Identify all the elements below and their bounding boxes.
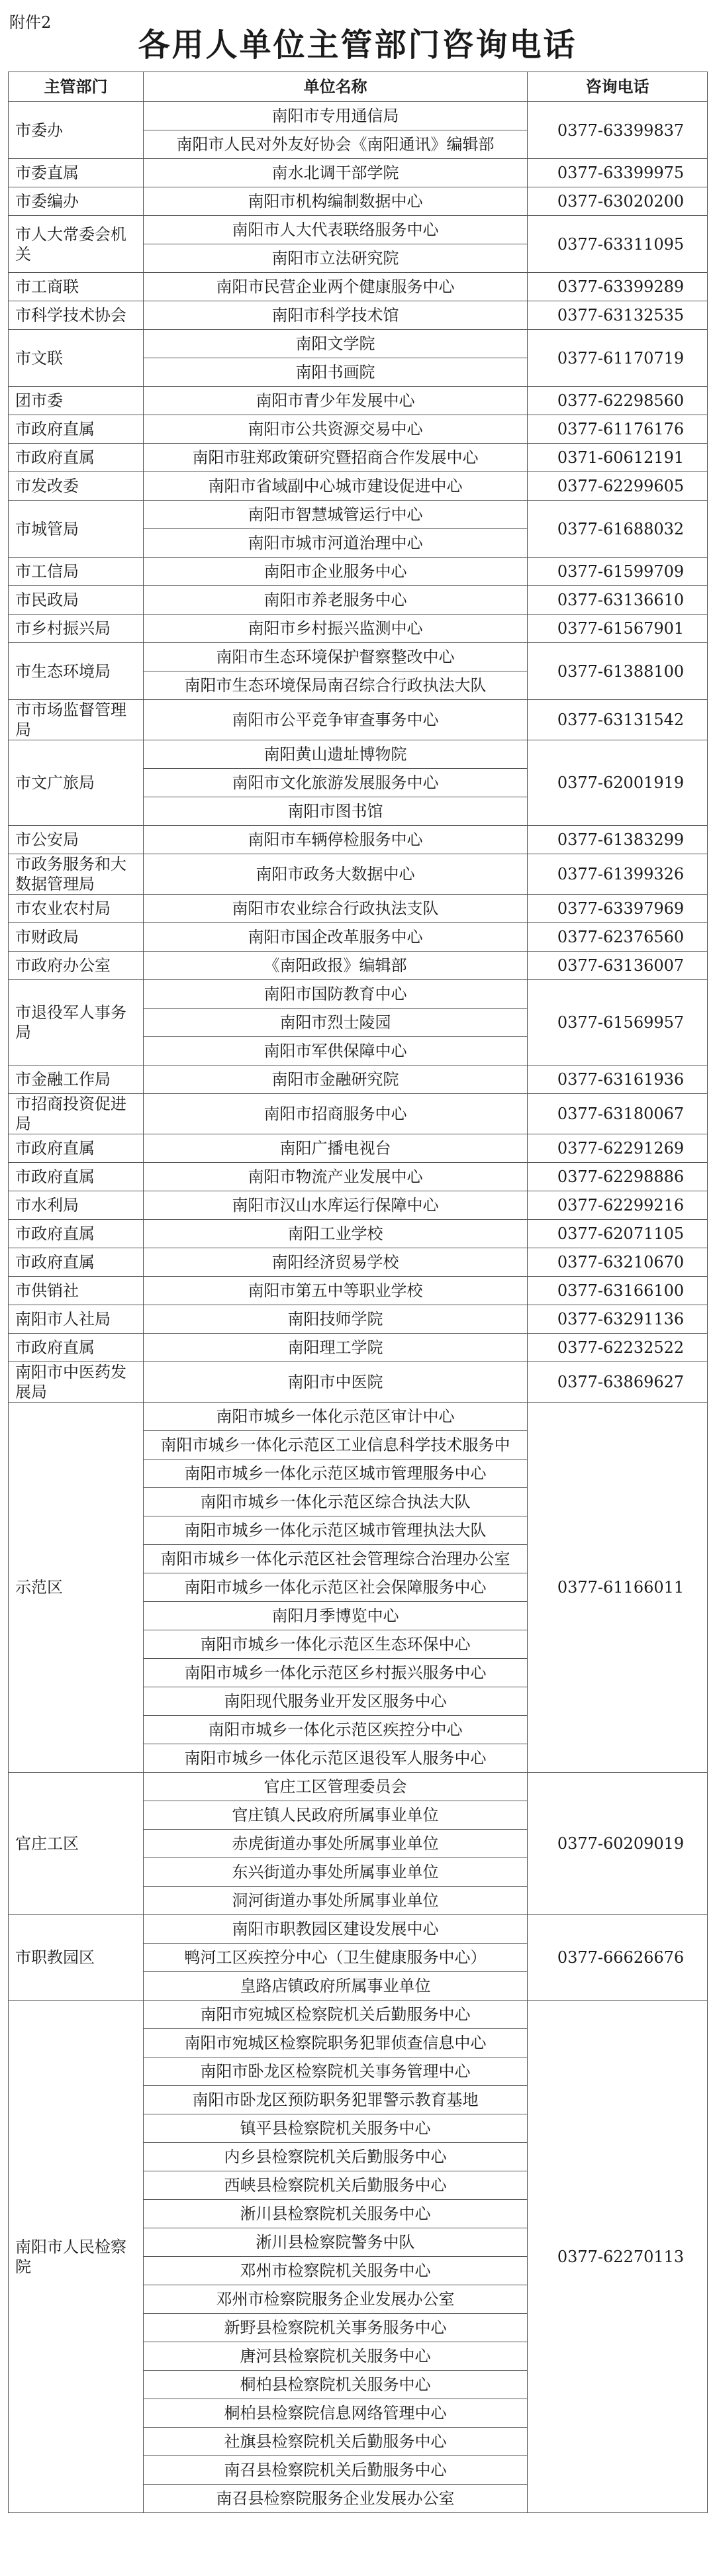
table-row [9,1191,708,1220]
dept-cell: 市乡村振兴局 [9,615,144,643]
unit-cell: 《南阳政报》编辑部 [144,952,528,980]
unit-cell: 南阳市养老服务中心 [144,586,528,615]
table-row [9,415,708,444]
unit-cell: 唐河县检察院机关服务中心 [144,2342,528,2371]
phone-cell: 0377-62298560 [528,387,708,415]
phone-cell: 0377-63399289 [528,273,708,301]
dept-cell: 南阳市中医药发展局 [9,1362,144,1403]
dept-cell: 市政府办公室 [9,952,144,980]
phone-cell: 0377-63132535 [528,301,708,330]
phone-cell: 0377-61567901 [528,615,708,643]
dept-cell: 官庄工区 [9,1773,144,1915]
unit-cell: 南阳市城乡一体化示范区乡村振兴服务中心 [144,1659,528,1687]
table-row [9,1334,708,1362]
table-row [9,923,708,952]
unit-cell: 南阳市卧龙区预防职务犯罪警示教育基地 [144,2086,528,2114]
unit-cell: 南阳市城乡一体化示范区工业信息科学技术服务中 [144,1431,528,1460]
unit-cell: 南阳市文化旅游发展服务中心 [144,769,528,797]
phone-cell: 0377-61388100 [528,643,708,700]
phone-cell: 0377-62298886 [528,1163,708,1191]
unit-cell: 南阳现代服务业开发区服务中心 [144,1687,528,1716]
unit-cell: 南阳广播电视台 [144,1134,528,1163]
header-unit: 单位名称 [144,72,528,102]
table-row [9,501,708,529]
contact-table [8,72,708,2513]
unit-cell: 南水北调干部学院 [144,159,528,187]
dept-cell: 市职教园区 [9,1915,144,2001]
unit-cell: 南阳市金融研究院 [144,1065,528,1094]
phone-cell: 0377-61569957 [528,980,708,1065]
table-row [9,187,708,216]
unit-cell: 南阳市生态环境保局南召综合行政执法大队 [144,671,528,700]
unit-cell: 南阳市机构编制数据中心 [144,187,528,216]
phone-cell: 0377-62291269 [528,1134,708,1163]
table-row [9,216,708,244]
unit-cell: 南阳经济贸易学校 [144,1248,528,1277]
dept-cell: 市政府直属 [9,415,144,444]
unit-cell: 洞河街道办事处所属事业单位 [144,1887,528,1915]
table-row [9,895,708,923]
unit-cell: 东兴街道办事处所属事业单位 [144,1858,528,1887]
phone-cell: 0377-62376560 [528,923,708,952]
table-row [9,1362,708,1403]
dept-cell: 市财政局 [9,923,144,952]
unit-cell: 南阳市卧龙区检察院机关事务管理中心 [144,2057,528,2086]
dept-cell: 市市场监督管理局 [9,700,144,740]
unit-cell: 南阳黄山遗址博物院 [144,740,528,769]
phone-cell: 0377-62232522 [528,1334,708,1362]
dept-cell: 市公安局 [9,826,144,854]
unit-cell: 南阳市宛城区检察院机关后勤服务中心 [144,2001,528,2029]
unit-cell: 南阳市城乡一体化示范区审计中心 [144,1403,528,1431]
unit-cell: 南阳文学院 [144,330,528,358]
phone-cell: 0377-62299605 [528,472,708,501]
dept-cell: 市发改委 [9,472,144,501]
unit-cell: 南阳市企业服务中心 [144,558,528,586]
phone-cell: 0377-62001919 [528,740,708,826]
unit-cell: 内乡县检察院机关后勤服务中心 [144,2143,528,2171]
phone-cell: 0371-60612191 [528,444,708,472]
unit-cell: 南阳市图书馆 [144,797,528,826]
table-row [9,854,708,895]
unit-cell: 南阳市立法研究院 [144,244,528,273]
dept-cell: 南阳市人民检察院 [9,2001,144,2513]
phone-cell: 0377-63020200 [528,187,708,216]
unit-cell: 南阳市城乡一体化示范区社会保障服务中心 [144,1573,528,1602]
dept-cell: 市政府直属 [9,1334,144,1362]
unit-cell: 南阳市城乡一体化示范区疾控分中心 [144,1716,528,1744]
dept-cell: 市政务服务和大数据管理局 [9,854,144,895]
phone-cell: 0377-62299216 [528,1191,708,1220]
table-row [9,1134,708,1163]
dept-cell: 市委办 [9,102,144,159]
table-row [9,1773,708,1801]
table-row [9,952,708,980]
header-row [9,72,708,102]
unit-cell: 南阳市城乡一体化示范区退役军人服务中心 [144,1744,528,1773]
table-row [9,1163,708,1191]
unit-cell: 官庄工区管理委员会 [144,1773,528,1801]
dept-cell: 示范区 [9,1403,144,1773]
header-dept: 主管部门 [9,72,144,102]
unit-cell: 南阳市物流产业发展中心 [144,1163,528,1191]
unit-cell: 南阳市城乡一体化示范区生态环保中心 [144,1630,528,1659]
table-row [9,1065,708,1094]
header-phone: 咨询电话 [528,72,708,102]
unit-cell: 南阳月季博览中心 [144,1602,528,1630]
table-row [9,1403,708,1431]
unit-cell: 南阳工业学校 [144,1220,528,1248]
unit-cell: 南阳市驻郑政策研究暨招商合作发展中心 [144,444,528,472]
table-row [9,740,708,769]
phone-cell: 0377-63161936 [528,1065,708,1094]
unit-cell: 南阳市中医院 [144,1362,528,1403]
phone-cell: 0377-63180067 [528,1094,708,1134]
dept-cell: 市政府直属 [9,1134,144,1163]
phone-cell: 0377-63291136 [528,1305,708,1334]
dept-cell: 市退役军人事务局 [9,980,144,1065]
unit-cell: 南阳市烈士陵园 [144,1009,528,1037]
dept-cell: 市政府直属 [9,444,144,472]
unit-cell: 南阳市公共资源交易中心 [144,415,528,444]
phone-cell: 0377-60209019 [528,1773,708,1915]
unit-cell: 南阳市城市河道治理中心 [144,529,528,558]
table-row [9,1248,708,1277]
phone-cell: 0377-63166100 [528,1277,708,1305]
table-row [9,2001,708,2029]
unit-cell: 南阳市第五中等职业学校 [144,1277,528,1305]
unit-cell: 鸭河工区疾控分中心（卫生健康服务中心） [144,1944,528,1972]
table-row [9,1915,708,1944]
unit-cell: 南阳市城乡一体化示范区综合执法大队 [144,1488,528,1516]
phone-cell: 0377-61399326 [528,854,708,895]
dept-cell: 市生态环境局 [9,643,144,700]
dept-cell: 市政府直属 [9,1163,144,1191]
dept-cell: 市人大常委会机关 [9,216,144,273]
unit-cell: 南阳市国企改革服务中心 [144,923,528,952]
unit-cell: 官庄镇人民政府所属事业单位 [144,1801,528,1830]
unit-cell: 南阳市政务大数据中心 [144,854,528,895]
table-row [9,273,708,301]
table-row [9,301,708,330]
phone-cell: 0377-61166011 [528,1403,708,1773]
table-row [9,1094,708,1134]
dept-cell: 市供销社 [9,1277,144,1305]
unit-cell: 南阳市城乡一体化示范区社会管理综合治理办公室 [144,1545,528,1573]
phone-cell: 0377-61688032 [528,501,708,558]
dept-cell: 南阳市人社局 [9,1305,144,1334]
unit-cell: 南阳市智慧城管运行中心 [144,501,528,529]
table-row [9,387,708,415]
dept-cell: 市政府直属 [9,1220,144,1248]
unit-cell: 桐柏县检察院信息网络管理中心 [144,2399,528,2428]
table-row [9,1220,708,1248]
phone-cell: 0377-63397969 [528,895,708,923]
table-row [9,980,708,1009]
table-row [9,472,708,501]
unit-cell: 新野县检察院机关事务服务中心 [144,2314,528,2342]
unit-cell: 南阳技师学院 [144,1305,528,1334]
unit-cell: 南阳市农业综合行政执法支队 [144,895,528,923]
unit-cell: 南阳市省域副中心城市建设促进中心 [144,472,528,501]
unit-cell: 南阳书画院 [144,358,528,387]
unit-cell: 南阳市城乡一体化示范区城市管理服务中心 [144,1460,528,1488]
table-row [9,159,708,187]
phone-cell: 0377-62270113 [528,2001,708,2513]
unit-cell: 南阳市军供保障中心 [144,1037,528,1065]
phone-cell: 0377-63399837 [528,102,708,159]
dept-cell: 市招商投资促进局 [9,1094,144,1134]
unit-cell: 赤虎街道办事处所属事业单位 [144,1830,528,1858]
dept-cell: 市委直属 [9,159,144,187]
phone-cell: 0377-61176176 [528,415,708,444]
phone-cell: 0377-61383299 [528,826,708,854]
dept-cell: 市工信局 [9,558,144,586]
unit-cell: 淅川县检察院警务中队 [144,2228,528,2257]
unit-cell: 桐柏县检察院机关服务中心 [144,2371,528,2399]
table-row [9,586,708,615]
phone-cell: 0377-61599709 [528,558,708,586]
phone-cell: 0377-63210670 [528,1248,708,1277]
phone-cell: 0377-61170719 [528,330,708,387]
page-title: 各用人单位主管部门咨询电话 [138,26,577,64]
unit-cell: 南召县检察院机关后勤服务中心 [144,2456,528,2485]
dept-cell: 市农业农村局 [9,895,144,923]
phone-cell: 0377-63869627 [528,1362,708,1403]
table-row [9,330,708,358]
unit-cell: 南阳市人大代表联络服务中心 [144,216,528,244]
unit-cell: 南阳市科学技术馆 [144,301,528,330]
dept-cell: 市政府直属 [9,1248,144,1277]
table-row [9,444,708,472]
unit-cell: 南阳市职教园区建设发展中心 [144,1915,528,1944]
unit-cell: 镇平县检察院机关服务中心 [144,2114,528,2143]
table-row [9,1277,708,1305]
unit-cell: 南阳市车辆停检服务中心 [144,826,528,854]
dept-cell: 市民政局 [9,586,144,615]
unit-cell: 南阳市民营企业两个健康服务中心 [144,273,528,301]
unit-cell: 邓州市检察院机关服务中心 [144,2257,528,2285]
phone-cell: 0377-62071105 [528,1220,708,1248]
unit-cell: 南阳理工学院 [144,1334,528,1362]
dept-cell: 市文联 [9,330,144,387]
unit-cell: 南阳市人民对外友好协会《南阳通讯》编辑部 [144,130,528,159]
unit-cell: 皇路店镇政府所属事业单位 [144,1972,528,2001]
table-row [9,826,708,854]
phone-cell: 0377-63136610 [528,586,708,615]
dept-cell: 市金融工作局 [9,1065,144,1094]
dept-cell: 市委编办 [9,187,144,216]
dept-cell: 市工商联 [9,273,144,301]
phone-cell: 0377-63399975 [528,159,708,187]
table-row [9,700,708,740]
dept-cell: 市水利局 [9,1191,144,1220]
dept-cell: 团市委 [9,387,144,415]
table-row [9,615,708,643]
unit-cell: 西峡县检察院机关后勤服务中心 [144,2171,528,2200]
unit-cell: 南阳市专用通信局 [144,102,528,130]
unit-cell: 南阳市招商服务中心 [144,1094,528,1134]
attachment-label: 附件2 [9,13,52,32]
unit-cell: 南阳市乡村振兴监测中心 [144,615,528,643]
unit-cell: 南阳市国防教育中心 [144,980,528,1009]
unit-cell: 南阳市公平竞争审查事务中心 [144,700,528,740]
phone-cell: 0377-63136007 [528,952,708,980]
dept-cell: 市文广旅局 [9,740,144,826]
unit-cell: 社旗县检察院机关后勤服务中心 [144,2428,528,2456]
unit-cell: 南阳市青少年发展中心 [144,387,528,415]
unit-cell: 南阳市汉山水库运行保障中心 [144,1191,528,1220]
phone-cell: 0377-63311095 [528,216,708,273]
table-row [9,643,708,671]
unit-cell: 邓州市检察院服务企业发展办公室 [144,2285,528,2314]
unit-cell: 淅川县检察院机关服务中心 [144,2200,528,2228]
unit-cell: 南召县检察院服务企业发展办公室 [144,2485,528,2513]
table-row [9,1305,708,1334]
phone-cell: 0377-66626676 [528,1915,708,2001]
unit-cell: 南阳市生态环境保护督察整改中心 [144,643,528,671]
table-row [9,102,708,130]
dept-cell: 市科学技术协会 [9,301,144,330]
unit-cell: 南阳市宛城区检察院职务犯罪侦查信息中心 [144,2029,528,2057]
dept-cell: 市城管局 [9,501,144,558]
unit-cell: 南阳市城乡一体化示范区城市管理执法大队 [144,1516,528,1545]
phone-cell: 0377-63131542 [528,700,708,740]
table-row [9,558,708,586]
